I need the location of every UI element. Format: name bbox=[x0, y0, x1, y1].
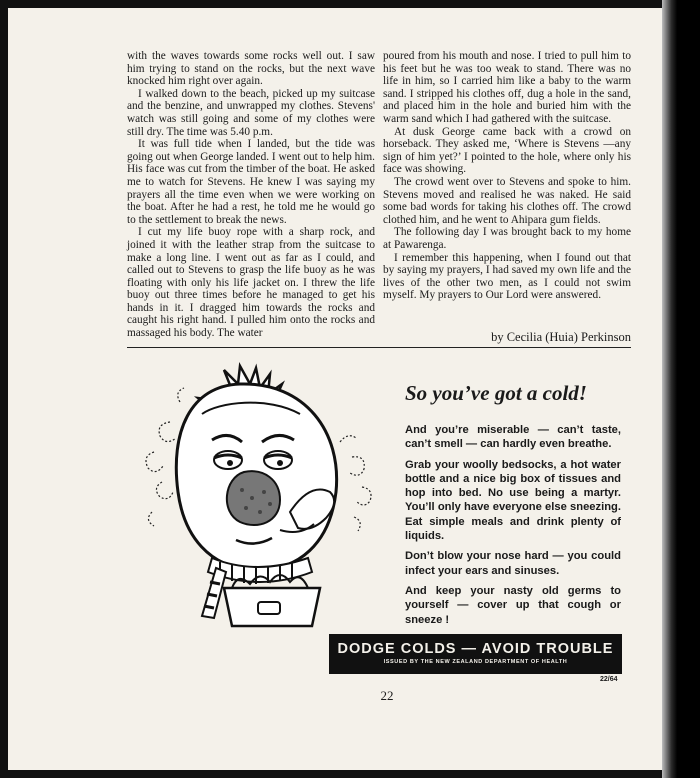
ad-paragraph: Grab your woolly bedsocks, a hot water bottle and a nice big box of tissues and hop into bed. No use being a martyr. You’ll only have everyone else sneezing. Eat simple meals and drink plenty of liquids. bbox=[405, 458, 621, 543]
section-divider bbox=[127, 347, 631, 348]
article-paragraph: I remember this happening, when I found out that by saying my prayers, I had saved my own life and the lives of the other two men, as I could not swim myself. My prayers to Our Lord were answered. bbox=[383, 251, 631, 302]
sick-character-illustration bbox=[140, 362, 385, 632]
article-paragraph: with the waves towards some rocks well out. I saw him trying to stand on the rocks, but the next wave knocked him right over again. bbox=[127, 50, 375, 88]
page-number: 22 bbox=[380, 688, 394, 703]
article-paragraph: The following day I was brought back to my home at Pawarenga. bbox=[383, 226, 631, 251]
ad-body-text bbox=[405, 423, 621, 633]
ad-paragraph: And keep your nasty old germs to yourself — cover up that cough or sneeze ! bbox=[405, 584, 621, 626]
ad-paragraph: And you’re miserable — can’t taste, can’t smell — can hardly even breathe. bbox=[405, 424, 621, 451]
article-left-column bbox=[127, 50, 375, 340]
banner-slogan: DODGE COLDS — AVOID TROUBLE bbox=[337, 641, 614, 657]
article-byline: by Cecilia (Huia) Perkinson bbox=[491, 330, 631, 344]
article-paragraph: I cut my life buoy rope with a sharp rock, and joined it with the leather strap from the suitcase to make a long line. I went out as far as I could, and called out to Stevens to grasp the life buoy as he was floating with only his life jacket on. I threw the life buoy out three times before he managed to get his hands in it. I dragged him towards the rocks and caught his right hand. I pulled him onto the rocks and massaged his body. The water bbox=[127, 226, 375, 340]
ad-banner bbox=[329, 634, 622, 674]
article-paragraph: At dusk George came back with a crowd on horseback. They asked me, ‘Where is Stevens —any sign of him yet?’ I pointed to the hole, where only his face was showing. bbox=[383, 125, 631, 176]
tissue-box-icon bbox=[224, 588, 320, 626]
article-paragraph: poured from his mouth and nose. I tried to pull him to his feet but he was too weak to stand. There was no life in him, so I carried him like a baby to the warm sand. I stripped his clothes off, dug a hole in the sand, and placed him in the hole and buried him with the warm sand which I had gathered with the suitcase. bbox=[383, 50, 631, 125]
banner-issuer: ISSUED BY THE NEW ZEALAND DEPARTMENT OF HEALTH bbox=[383, 659, 568, 665]
article-paragraph: It was full tide when I landed, but the tide was going out when George landed. I went out to help him. His face was cut from the timber of the boat. He asked me to watch for Stevens. He knew I was saying my prayers all the time even when we were working on the boat. After he had a rest, he told me he would go to the settlement to break the news. bbox=[127, 138, 375, 226]
article-paragraph: The crowd went over to Stevens and spoke to him. Stevens moved and realised he was naked. He said some bad words for taking his clothes off. The crowd clothed him, and he went to Ahipara gum fields. bbox=[383, 175, 631, 226]
article-right-column bbox=[383, 50, 631, 302]
ad-headline: So you’ve got a cold! bbox=[405, 381, 587, 405]
page-edge-shadow bbox=[662, 0, 700, 778]
ad-paragraph: Don’t blow your nose hard — you could infect your ears and sinuses. bbox=[405, 550, 621, 577]
ad-reference-code: 22/64 bbox=[600, 676, 618, 683]
article-paragraph: I walked down to the beach, picked up my suitcase and the benzine, and unwrapped my clothes. Stevens' watch was still going and some of my clothes were still dry. The time was 5.40 p.m. bbox=[127, 87, 375, 138]
